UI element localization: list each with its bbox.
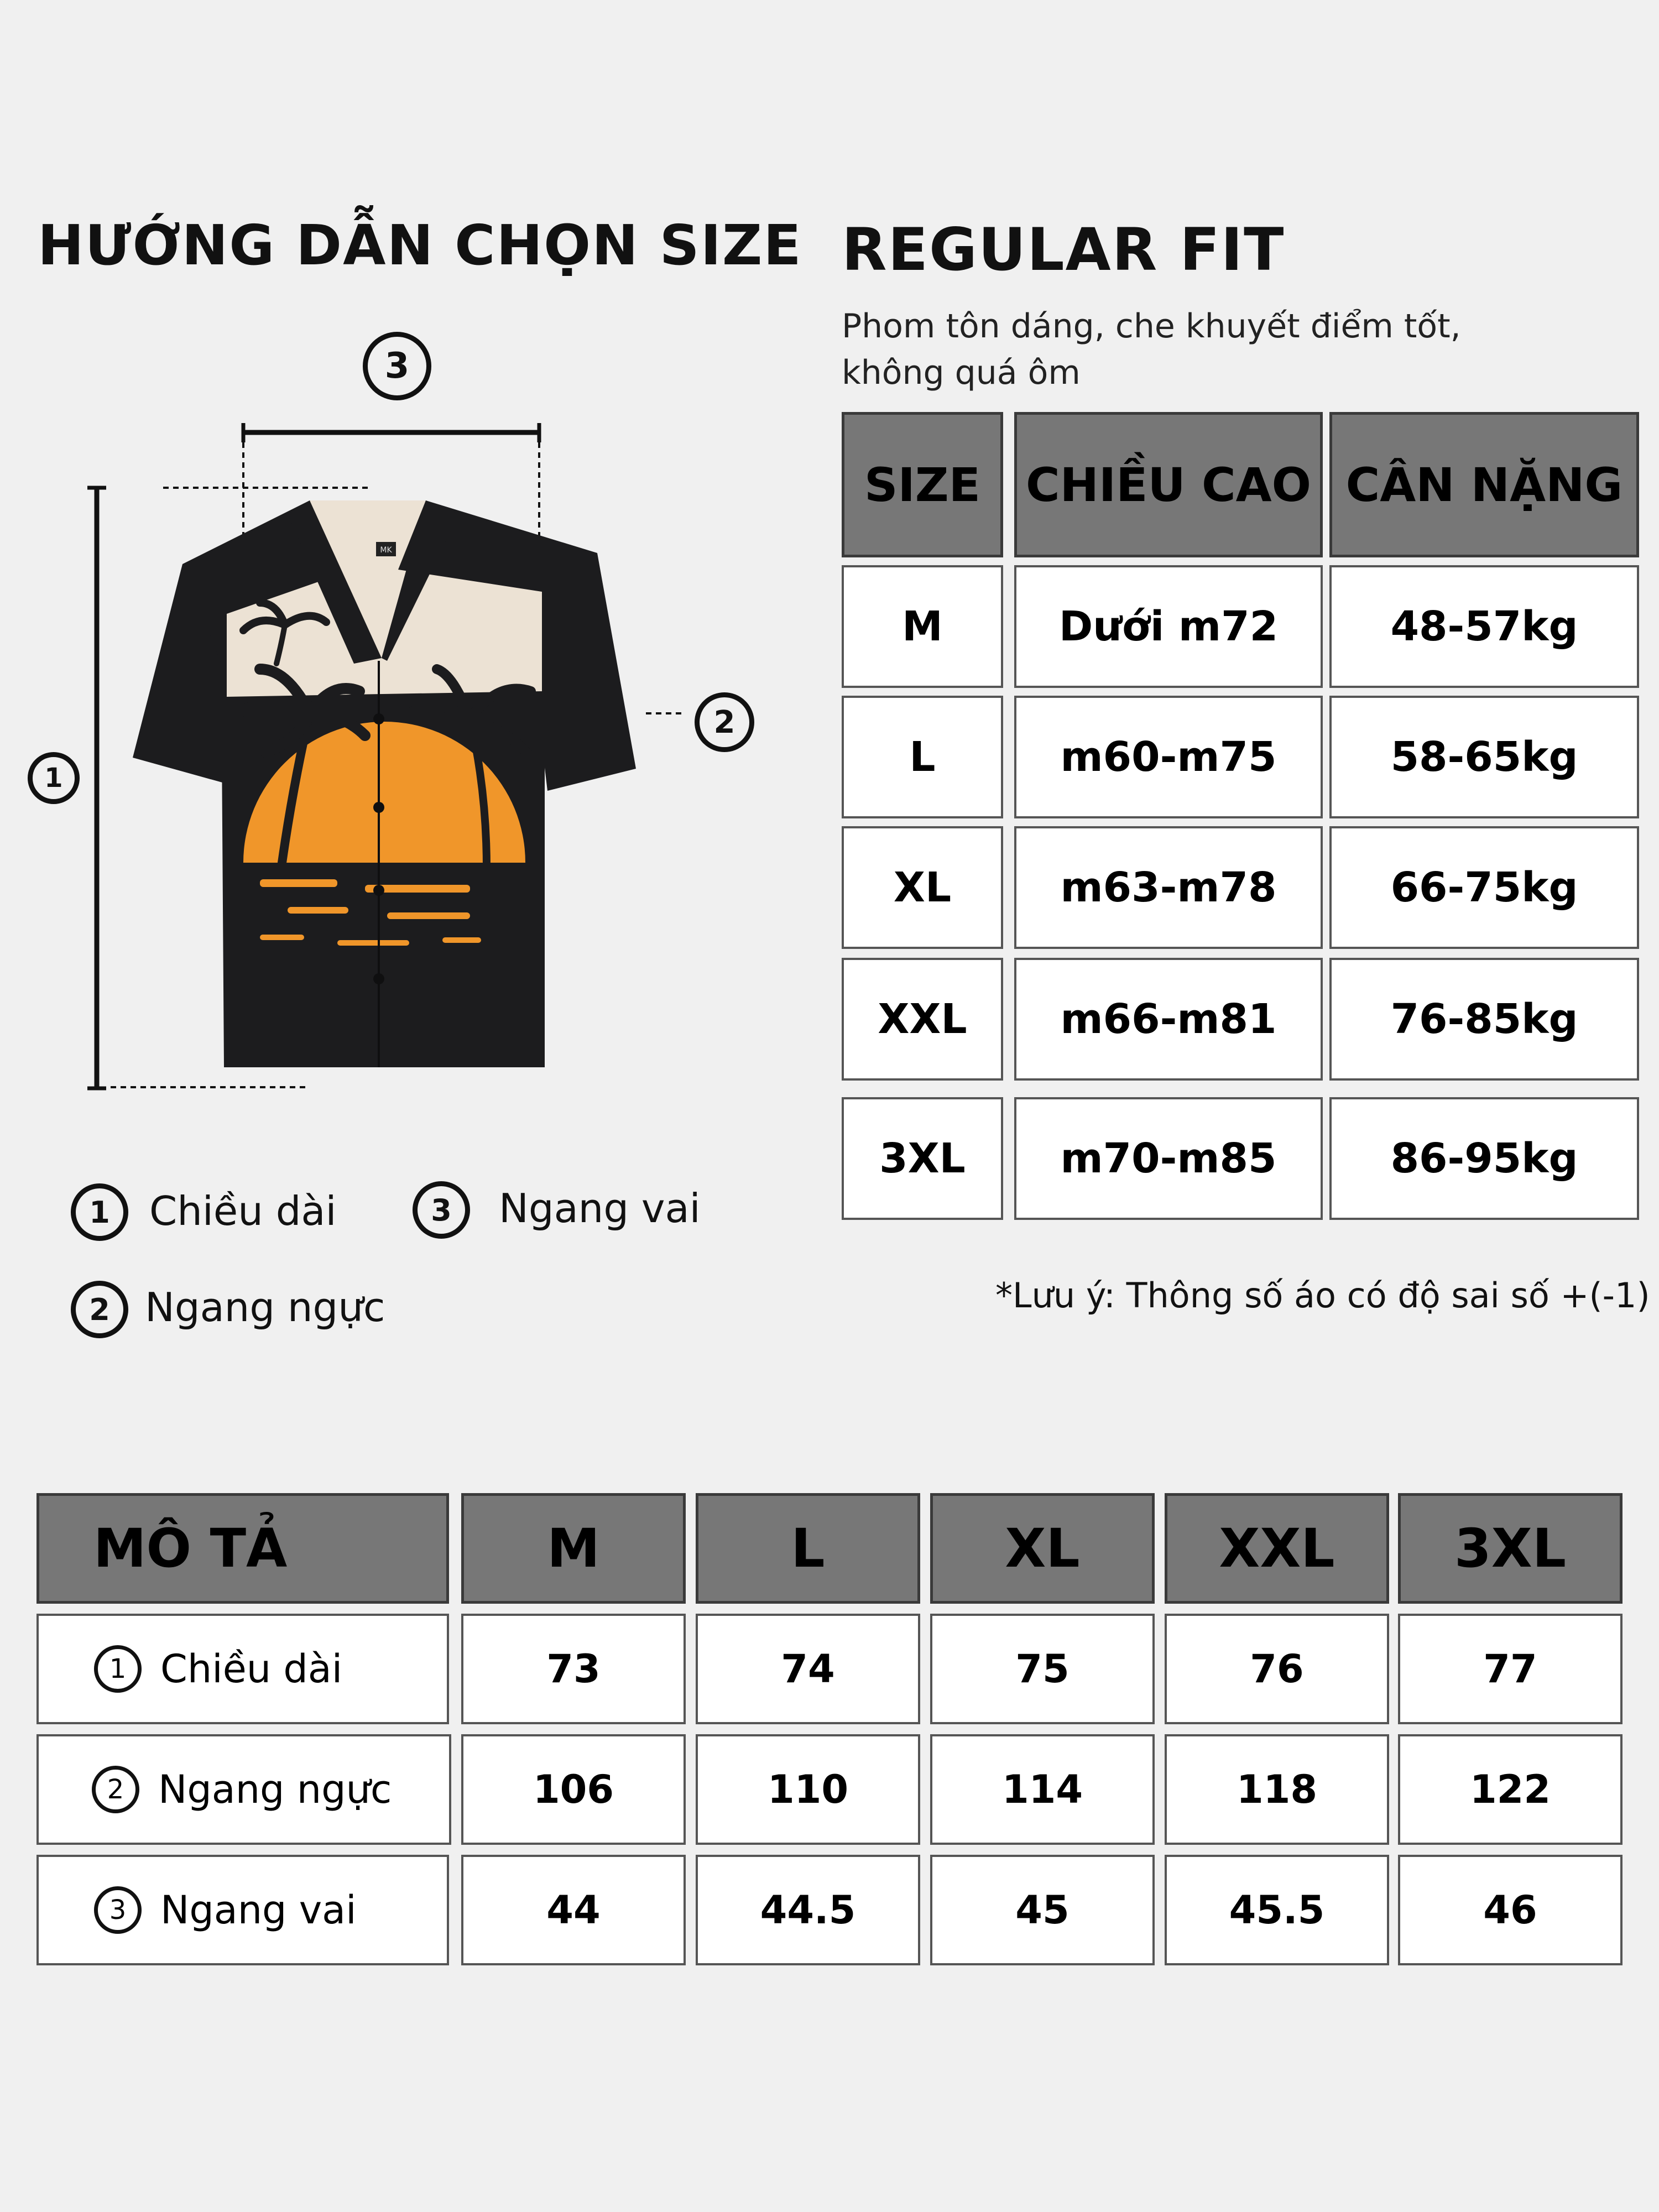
spec-row-label-length (36, 1614, 449, 1724)
spec-table-cell: 45 (930, 1855, 1155, 1965)
spec-table-cell: 118 (1165, 1734, 1389, 1845)
size-table-cell: m63-m78 (1014, 826, 1323, 949)
size-table-cell: m70-m85 (1014, 1097, 1323, 1220)
marker-chest: 2 (695, 692, 754, 752)
size-table-cell: 48-57kg (1329, 565, 1639, 688)
spec-table-cell: 44 (461, 1855, 686, 1965)
spec-row-number: 3 (94, 1886, 142, 1934)
size-table-cell: m60-m75 (1014, 696, 1323, 818)
spec-table-cell: 77 (1398, 1614, 1623, 1724)
fit-description-line1: Phom tôn dáng, che khuyết điểm tốt, (842, 307, 1461, 346)
spec-table-cell: 74 (696, 1614, 920, 1724)
size-table-cell: m66-m81 (1014, 958, 1323, 1081)
size-table-cell: 3XL (842, 1097, 1003, 1220)
shirt-diagram (0, 321, 802, 1117)
size-table-cell: 66-75kg (1329, 826, 1639, 949)
legend-number-shoulder: 3 (413, 1181, 470, 1239)
spec-row-number: 1 (94, 1645, 142, 1693)
size-table-cell: Dưới m72 (1014, 565, 1323, 688)
spec-row-label: Ngang vai (160, 1887, 357, 1933)
spec-table-cell: 44.5 (696, 1855, 920, 1965)
marker-length: 1 (28, 752, 80, 804)
neck-label-text: MK (380, 546, 392, 555)
spec-table-cell: 73 (461, 1614, 686, 1724)
size-table-header: SIZE (842, 412, 1003, 557)
spec-table-header-size: L (696, 1493, 920, 1604)
spec-table-cell: 114 (930, 1734, 1155, 1845)
legend-number-chest: 2 (71, 1281, 128, 1338)
fit-title: REGULAR FIT (842, 216, 1285, 284)
spec-row-label-chest (36, 1734, 451, 1845)
size-table-header: CHIỀU CAO (1014, 412, 1323, 557)
spec-table-header-description: MÔ TẢ (36, 1493, 449, 1604)
spec-row-label-shoulder (36, 1855, 449, 1965)
size-table-cell: XL (842, 826, 1003, 949)
spec-table-header-size: 3XL (1398, 1493, 1623, 1604)
legend-number-length: 1 (71, 1183, 128, 1241)
marker-shoulder: 3 (363, 332, 431, 400)
size-table-cell: 76-85kg (1329, 958, 1639, 1081)
legend-label-shoulder: Ngang vai (499, 1185, 701, 1232)
spec-row-number: 2 (92, 1766, 139, 1813)
size-table-header: CÂN NẶNG (1329, 412, 1639, 557)
spec-table-cell: 106 (461, 1734, 686, 1845)
size-table-cell: 86-95kg (1329, 1097, 1639, 1220)
spec-table-header-size: XXL (1165, 1493, 1389, 1604)
fit-description-line2: không quá ôm (842, 353, 1081, 392)
spec-table-header-size: M (461, 1493, 686, 1604)
spec-table-cell: 110 (696, 1734, 920, 1845)
spec-table-cell: 45.5 (1165, 1855, 1389, 1965)
spec-table-cell: 122 (1398, 1734, 1623, 1845)
spec-row-label: Chiều dài (160, 1646, 343, 1692)
legend-label-length: Chiều dài (149, 1188, 337, 1234)
size-table-cell: 58-65kg (1329, 696, 1639, 818)
spec-table-header-size: XL (930, 1493, 1155, 1604)
legend-label-chest: Ngang ngực (145, 1284, 385, 1331)
spec-row-label: Ngang ngực (158, 1767, 392, 1812)
spec-table-cell: 75 (930, 1614, 1155, 1724)
size-table-cell: XXL (842, 958, 1003, 1081)
tolerance-note: *Lưu ý: Thông số áo có độ sai số +(-1) (995, 1275, 1650, 1316)
guide-title: HƯỚNG DẪN CHỌN SIZE (38, 213, 802, 278)
size-table-cell: M (842, 565, 1003, 688)
spec-table-cell: 76 (1165, 1614, 1389, 1724)
spec-table-cell: 46 (1398, 1855, 1623, 1965)
size-table-cell: L (842, 696, 1003, 818)
